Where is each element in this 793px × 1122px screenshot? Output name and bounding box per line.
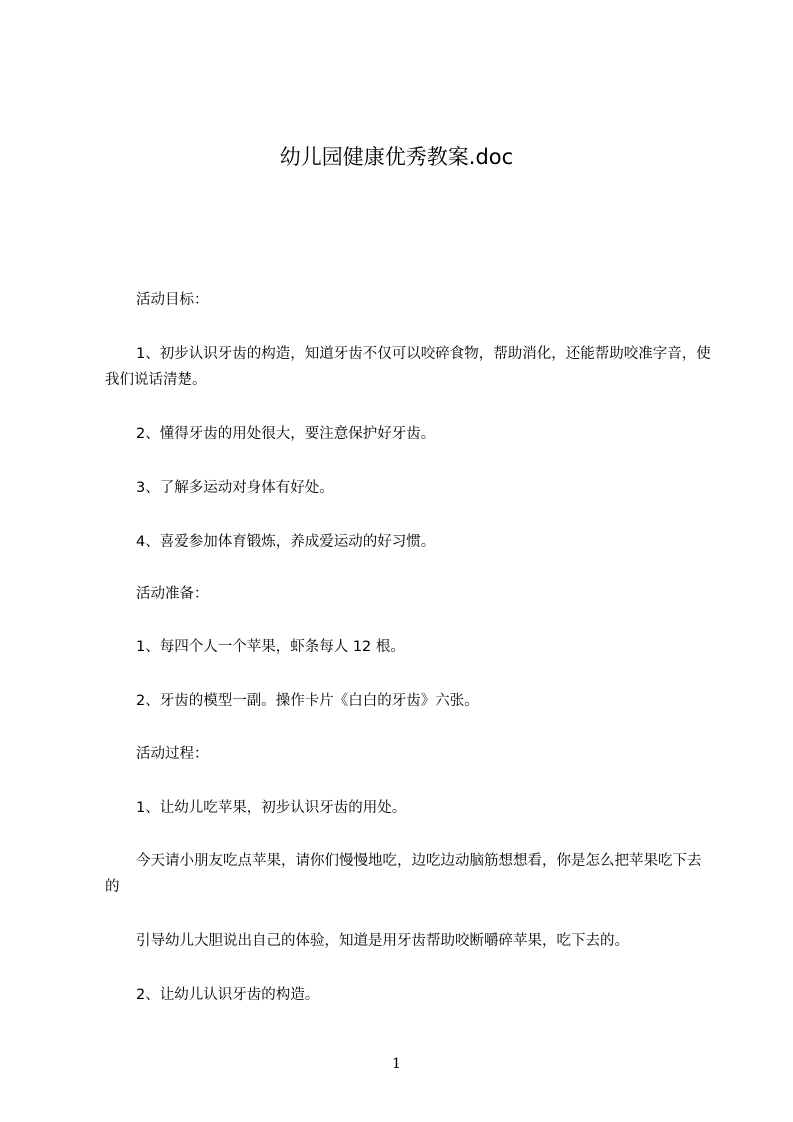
- paragraph: 1、让幼儿吃苹果，初步认识牙齿的用处。: [136, 800, 407, 816]
- paragraph: 引导幼儿大胆说出自己的体验，知道是用牙齿帮助咬断嚼碎苹果，吃下去的。: [136, 933, 629, 949]
- paragraph: 3、了解多运动对身体有好处。: [136, 480, 334, 496]
- paragraph: 今天请小朋友吃点苹果，请你们慢慢地吃，边吃边动脑筋想想看，你是怎么把苹果吃下去的: [105, 853, 702, 895]
- section-heading-process: 活动过程：: [136, 746, 209, 762]
- document-title: 幼儿园健康优秀教案.doc: [279, 145, 514, 169]
- section-heading-goals: 活动目标：: [136, 292, 209, 308]
- paragraph: 4、喜爱参加体育锻炼，养成爱运动的好习惯。: [136, 534, 436, 550]
- paragraph: 1、初步认识牙齿的构造，知道牙齿不仅可以咬碎食物，帮助消化，还能帮助咬准字音，使我们说话清楚。: [105, 346, 711, 388]
- page-number: 1: [392, 1056, 401, 1072]
- paragraph: 2、懂得牙齿的用处很大，要注意保护好牙齿。: [136, 426, 436, 442]
- paragraph: 2、让幼儿认识牙齿的构造。: [136, 987, 320, 1003]
- paragraph: 1、每四个人一个苹果，虾条每人 12 根。: [136, 639, 405, 655]
- paragraph: 2、牙齿的模型一副。操作卡片《白白的牙齿》六张。: [136, 693, 479, 709]
- section-heading-preparation: 活动准备：: [136, 586, 209, 602]
